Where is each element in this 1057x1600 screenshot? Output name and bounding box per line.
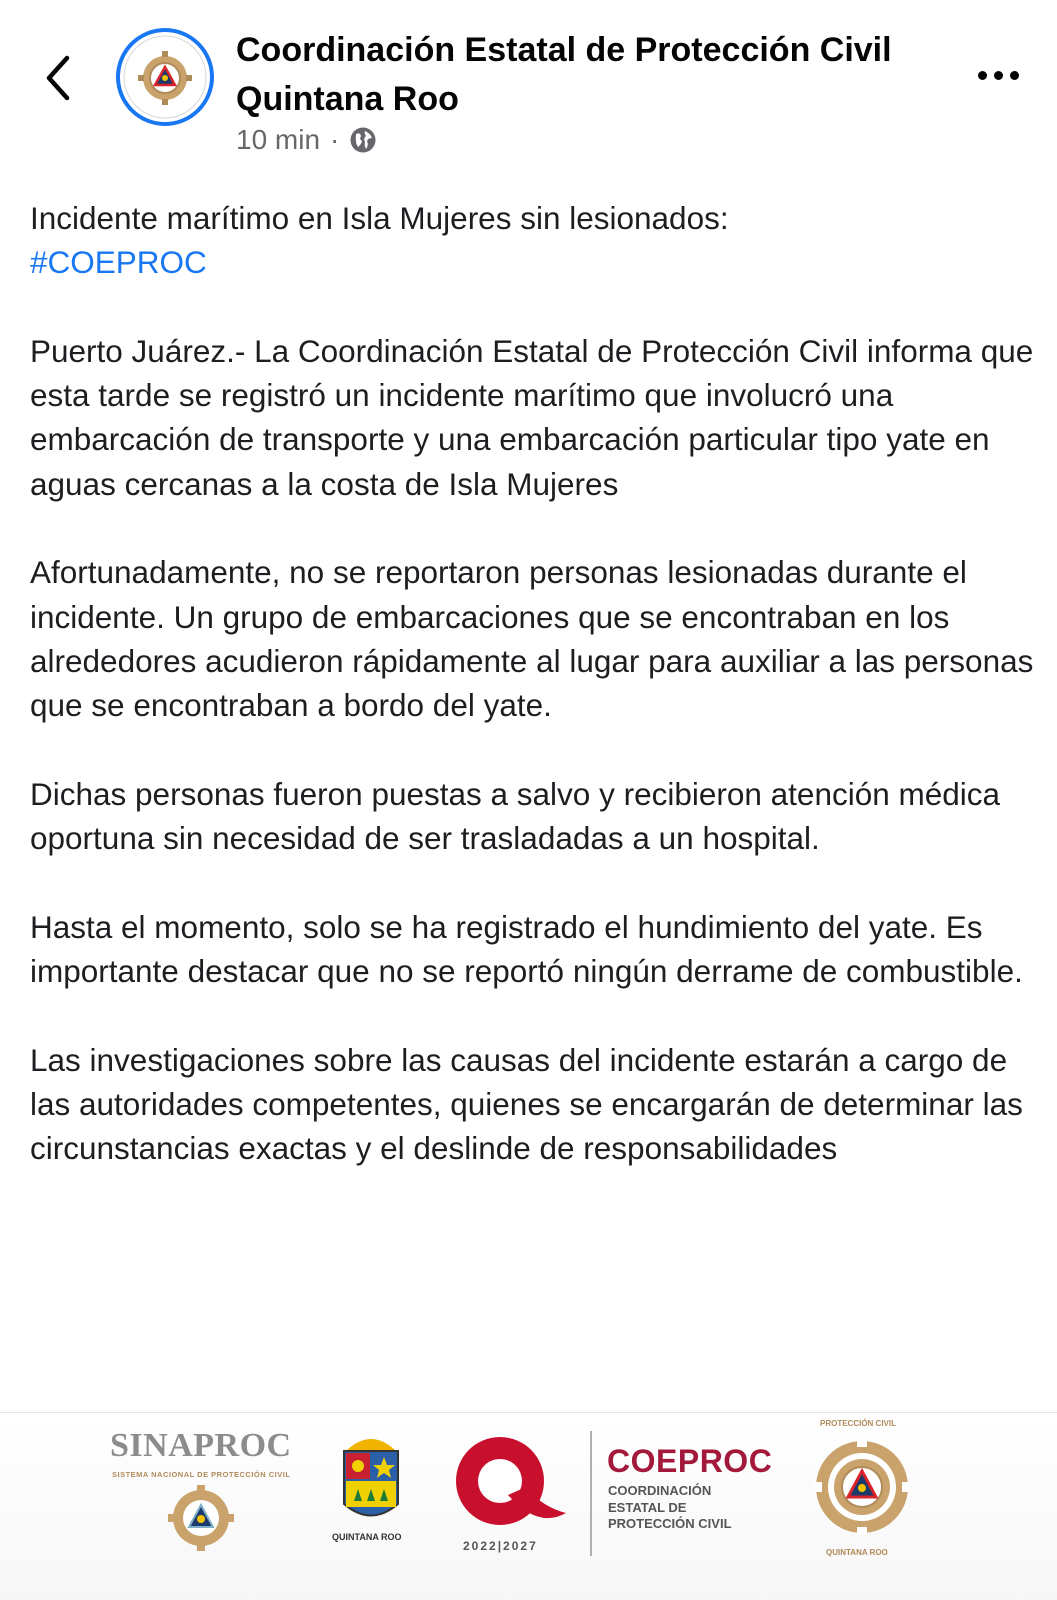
post-paragraph: Afortunadamente, no se reportaron personas lesionadas durante el incidente. Un grupo de embarcaciones que se encontraban en los alrededores acudieron rápidamente al lugar para auxiliar a las personas que se encontraban a bordo del yate. bbox=[30, 554, 1034, 724]
page-avatar[interactable] bbox=[116, 28, 214, 126]
protection-civil-seal-icon bbox=[122, 34, 208, 120]
gobierno-years: 2022|2027 bbox=[463, 1539, 538, 1553]
coeproc-subtitle: COORDINACIÓN ESTATAL DE PROTECCIÓN CIVIL bbox=[608, 1483, 732, 1531]
post-timestamp[interactable]: 10 min bbox=[236, 124, 321, 155]
post-paragraph: Hasta el momento, solo se ha registrado el hundimiento del yate. Es importante destacar que no se reportó ningún derrame de combustible. bbox=[30, 908, 1023, 990]
sinaproc-subtitle: SISTEMA NACIONAL DE PROTECCIÓN CIVIL bbox=[112, 1470, 291, 1479]
chevron-left-icon bbox=[43, 54, 73, 102]
banner-divider bbox=[590, 1431, 592, 1556]
quintana-roo-label: QUINTANA ROO bbox=[332, 1532, 402, 1542]
post-paragraph: Dichas personas fueron puestas a salvo y recibieron atención médica oportuna sin necesidad de ser trasladadas a un hospital. bbox=[30, 775, 1001, 857]
sinaproc-logo-text: SINAPROC bbox=[110, 1427, 292, 1464]
post-body bbox=[30, 196, 1040, 1215]
back-button[interactable] bbox=[36, 50, 80, 106]
more-horizontal-icon bbox=[978, 71, 987, 80]
more-options-button[interactable] bbox=[968, 60, 1028, 90]
more-horizontal-icon bbox=[1010, 71, 1019, 80]
post-title: Incidente marítimo en Isla Mujeres sin lesionados: bbox=[30, 200, 729, 236]
pc-quintana-roo-seal-icon bbox=[812, 1431, 912, 1543]
pc-seal-top-text: PROTECCIÓN CIVIL bbox=[820, 1419, 897, 1428]
post-paragraph: Puerto Juárez.- La Coordinación Estatal de Protección Civil informa que esta tarde se registró un incidente marítimo que involucró una embarcación de transporte y una embarcación particular tipo yate en aguas cercanas a la costa de Isla Mujeres bbox=[30, 332, 1034, 502]
post-meta bbox=[236, 124, 377, 156]
page-name-link[interactable]: Coordinación Estatal de Protección Civil Quintana Roo bbox=[236, 31, 892, 118]
logo-banner bbox=[0, 1412, 1057, 1600]
more-horizontal-icon bbox=[994, 71, 1003, 80]
post-paragraph: Las investigaciones sobre las causas del incidente estarán a cargo de las autoridades competentes, quienes se encargarán de determinar las circunstancias exactas y el deslinde de responsabilidades bbox=[30, 1041, 1023, 1167]
meta-separator: · bbox=[330, 124, 340, 155]
pc-seal-bottom-text: QUINTANA ROO bbox=[826, 1548, 888, 1557]
gobierno-q-logo-icon bbox=[446, 1429, 570, 1539]
sinaproc-seal-icon bbox=[168, 1485, 234, 1551]
post-header bbox=[0, 0, 1057, 175]
hashtag-link[interactable]: #COEPROC bbox=[30, 244, 207, 281]
quintana-roo-shield-icon bbox=[336, 1429, 406, 1529]
post-title-block bbox=[30, 196, 1040, 285]
coeproc-logo-text: COEPROC bbox=[607, 1443, 773, 1479]
globe-icon bbox=[349, 126, 377, 154]
